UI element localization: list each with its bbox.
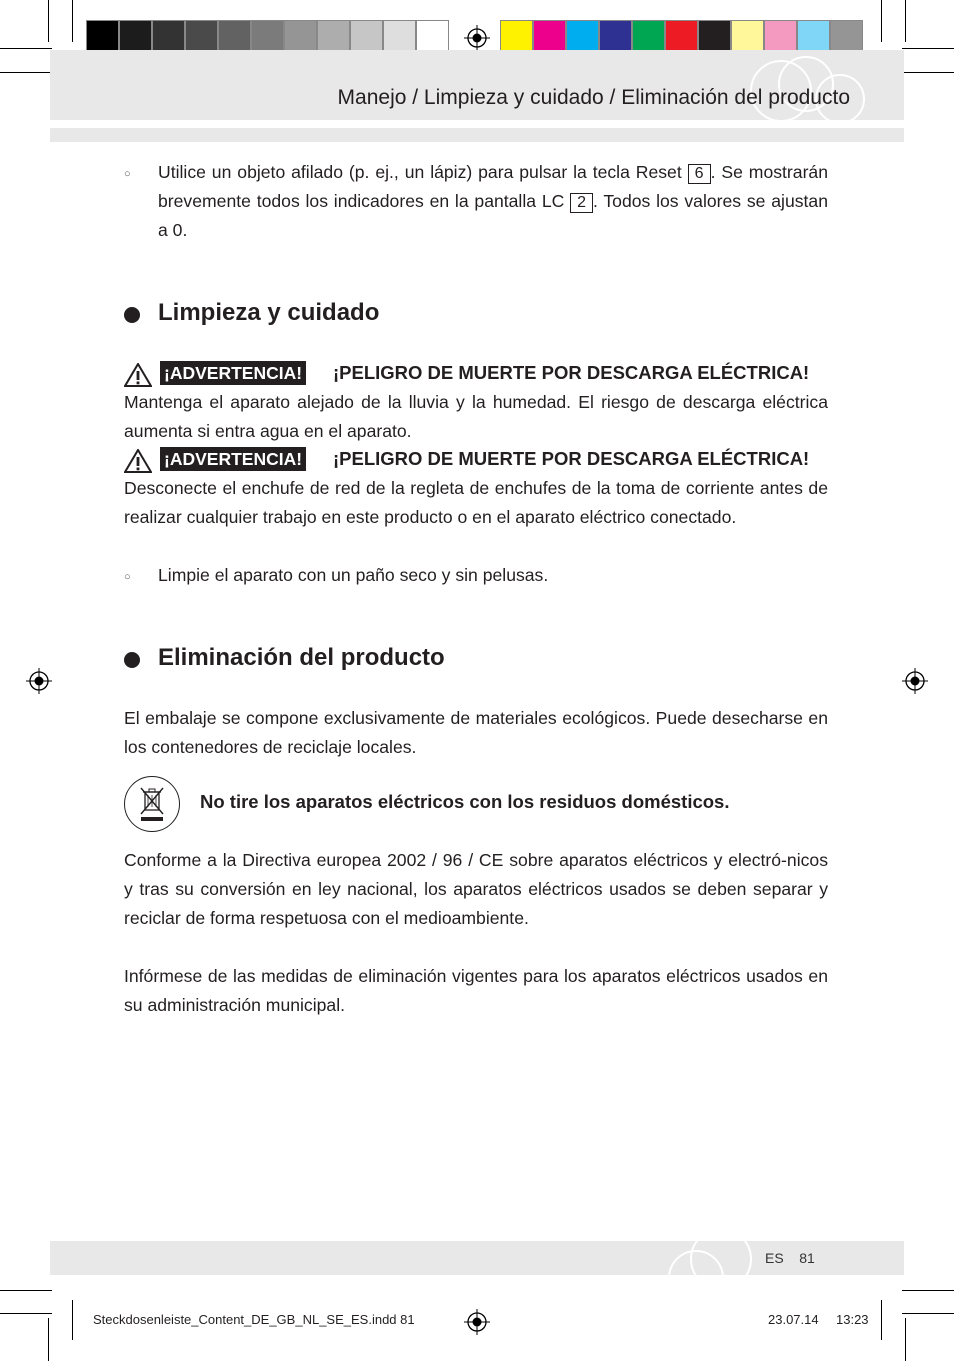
decorative-circle (690, 1228, 752, 1290)
registration-mark-icon (464, 1309, 490, 1335)
page-number (765, 1250, 815, 1266)
cleaning-instruction: Limpie el aparato con un paño seco y sin pelusas. (158, 565, 549, 585)
warning-triangle-icon (124, 449, 152, 473)
reset-text-3: . Todos los valores se ajustan a 0. (158, 191, 828, 240)
directive-paragraph: Conforme a la Directiva europea 2002 / 96 / CE sobre aparatos eléctricos y electró-nicos y tras su conversión en ley nacional, los aparatos eléctricos usados se deben separar y reciclar de forma respetuosa con el medioambiente. (124, 850, 828, 928)
key-6-label: 6 (688, 164, 711, 184)
page-number-value: 81 (799, 1250, 815, 1266)
reset-text-1: Utilice un objeto afilado (p. ej., un lápiz) para pulsar la tecla Reset (158, 162, 682, 182)
section-title-disposal: Eliminación del producto (158, 644, 445, 671)
registration-mark-icon (26, 668, 52, 694)
warning-headline: ¡PELIGRO DE MUERTE POR DESCARGA ELÉCTRICA! (333, 362, 810, 383)
page-header-title: Manejo / Limpieza y cuidado / Eliminación del producto (337, 86, 850, 109)
bullet-marker: ○ (124, 571, 131, 583)
key-2-label: 2 (570, 193, 593, 213)
reset-instruction (158, 158, 828, 245)
warning-headline: ¡PELIGRO DE MUERTE POR DESCARGA ELÉCTRICA! (333, 448, 810, 469)
warning-triangle-icon (124, 363, 152, 387)
section-bullet (124, 307, 140, 323)
bullet-marker: ○ (124, 168, 131, 180)
packaging-paragraph: El embalaje se compone exclusivamente de materiales ecológicos. Puede desecharse en los contenedores de reciclaje locales. (124, 708, 828, 757)
warning-label: ¡ADVERTENCIA! (160, 447, 306, 471)
warning-body: Mantenga el aparato alejado de la lluvia y la humedad. El riesgo de descarga eléctrica aumenta si entra agua en el aparato. (124, 392, 828, 441)
registration-mark-icon (464, 25, 490, 51)
warning-label: ¡ADVERTENCIA! (160, 361, 306, 385)
crossed-bin-icon (136, 786, 168, 824)
slug-time: 13:23 (836, 1312, 869, 1327)
warning-body: Desconecte el enchufe de red de la regleta de enchufes de la toma de corriente antes de realizar cualquier trabajo en este producto o en el aparato eléctrico conectado. (124, 478, 828, 527)
section-title-cleaning: Limpieza y cuidado (158, 299, 380, 326)
weee-notice: No tire los aparatos eléctricos con los residuos domésticos. (200, 791, 730, 812)
slug-date: 23.07.14 (768, 1312, 819, 1327)
warning-row (124, 447, 828, 475)
language-code: ES (765, 1250, 784, 1266)
registration-mark-icon (902, 668, 928, 694)
section-bullet (124, 652, 140, 668)
reset-text-2: . Se mostrarán brevemente todos los indicadores en la pantalla LC (158, 162, 829, 211)
municipal-paragraph: Infórmese de las medidas de eliminación vigentes para los aparatos eléctricos usados en su administración municipal. (124, 966, 828, 1015)
slug-filename: Steckdosenleiste_Content_DE_GB_NL_SE_ES.indd 81 (93, 1312, 415, 1327)
warning-row (124, 361, 828, 389)
header-rule (50, 128, 904, 142)
